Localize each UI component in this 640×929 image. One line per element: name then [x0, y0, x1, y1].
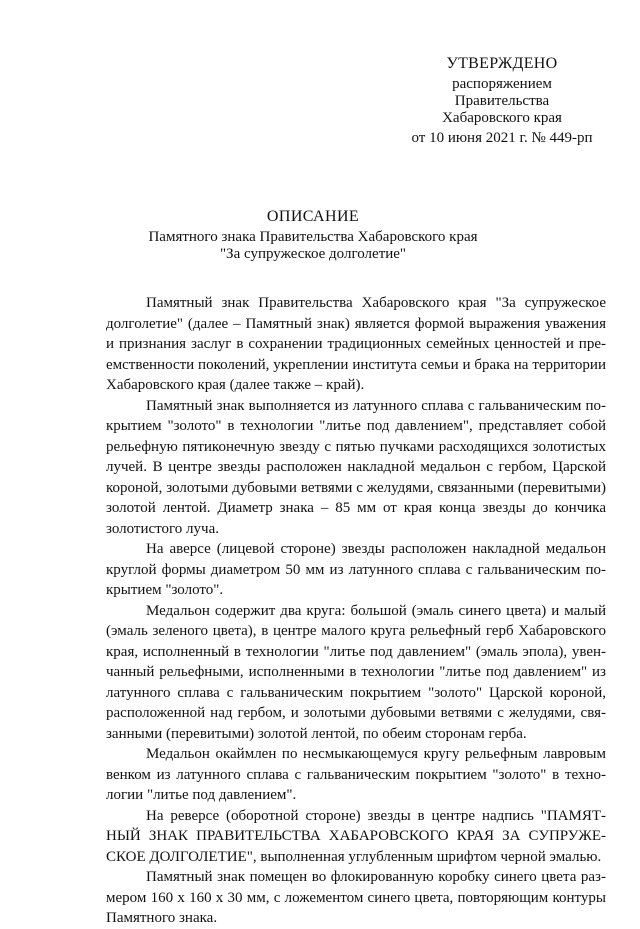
paragraph: Медальон содержит два круга: большой (эмаль синего цвета) и малый (эмаль зеленого цвета), в центре малого круга рельефный герб Хабаровского края, исполненный в технологии "литье под давлением" (эмаль эпола), увенчанный рельефными, исполненными в технологии "литье под давлением" из латунного сплава с гальваническим покрытием "золото" Царской короной, расположенной над гербом, и золотыми дубовыми ветвями с желудями, связанными (перевитыми) золотой лентой, по обеим сторонам герба. [106, 602, 606, 742]
approval-line-1: распоряжением [452, 76, 552, 92]
document-subtitle-line-1: Памятного знака Правительства Хабаровского края [148, 229, 478, 245]
document-body [106, 293, 606, 929]
paragraph: Памятный знак Правительства Хабаровского края "За супружеское долголетие" (далее – Памятный знак) является формой выражения уважения и признания заслуг в сохранении традиционных семейных ценностей и преемственности поколений, укреплении института семьи и брака на территории Хабаровского края (далее также – край). [106, 295, 606, 393]
approval-line-3: Хабаровского края [442, 110, 562, 126]
approval-date: от 10 июня 2021 г. № 449-рп [411, 130, 593, 146]
approval-heading: УТВЕРЖДЕНО [446, 55, 558, 72]
paragraph: Медальон окаймлен по несмыкающемуся кругу рельефным лавровым венком из латунного сплава с гальваническим покрытием "золото" в технологии "литье под давлением". [106, 746, 606, 803]
document-title: ОПИСАНИЕ [266, 208, 360, 225]
paragraph: На аверсе (лицевой стороне) звезды расположен накладной медальон круглой формы диаметром 50 мм из латунного сплава с гальваническим покрытием "золото". [106, 541, 606, 598]
paragraph: Памятный знак выполняется из латунного сплава с гальваническим покрытием "золото" в технологии "литье под давлением", представляет собой рельефную пятиконечную звезду с пятью пучками расходящихся золотистых лучей. В центре звезды расположен накладной медальон с гербом, Царской короной, золотыми дубовыми ветвями с желудями, связанными (перевитыми) золотой лентой. Диаметр знака – 85 мм от края конца звезды до кончика золотистого луча. [106, 397, 606, 537]
approval-stamp [400, 55, 604, 147]
document-subtitle-line-2: "За супружеское долголетие" [219, 246, 407, 262]
paragraph: Памятный знак помещен во флокированную коробку синего цвета размером 160 х 160 х 30 мм, с ложементом синего цвета, повторяющим контуры Памятного знака. [106, 869, 606, 926]
paragraph: На реверсе (оборотной стороне) звезды в центре надпись "ПАМЯТНЫЙ ЗНАК ПРАВИТЕЛЬСТВА ХАБАРОВСКОГО КРАЯ ЗА СУПРУЖЕСКОЕ ДОЛГОЛЕТИЕ", выполненная углубленным шрифтом черной эмалью. [106, 807, 606, 865]
approval-line-2: Правительства [454, 93, 550, 109]
document-title-block [90, 208, 536, 263]
